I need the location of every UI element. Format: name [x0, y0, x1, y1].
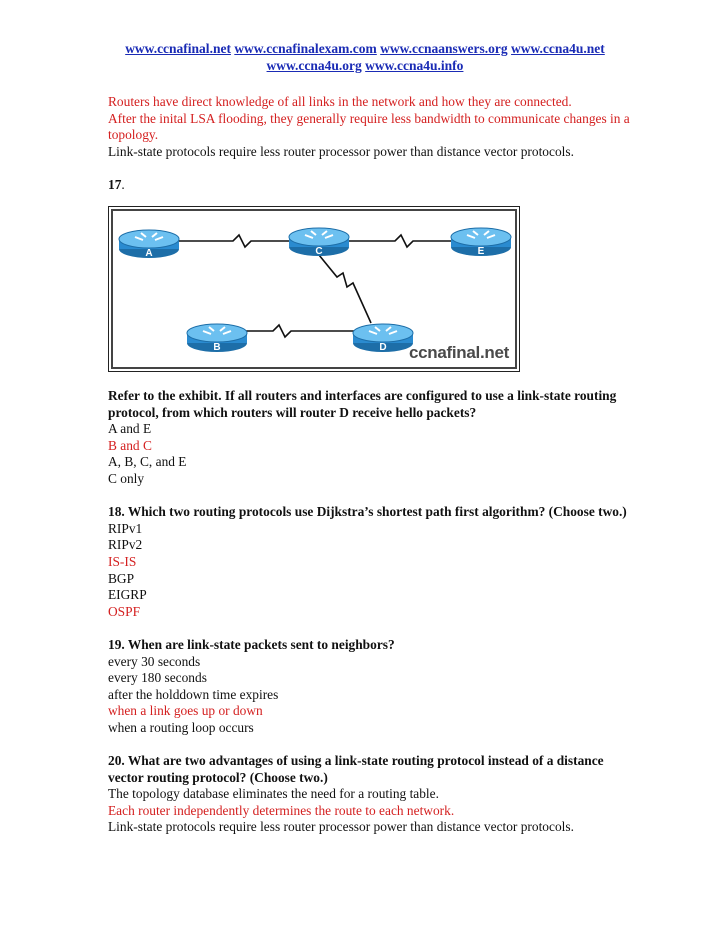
link-ccnafinalexam-com[interactable]: www.ccnafinalexam.com: [234, 41, 377, 56]
site-links-header: [90, 40, 640, 74]
exhibit-frame: [111, 209, 517, 369]
router-label-b: B: [213, 342, 221, 353]
q18-option-6-correct: OSPF: [108, 603, 141, 619]
q17-option-3: A, B, C, and E: [108, 454, 187, 470]
q17-option-1: A and E: [108, 421, 152, 437]
link-ccna4u-info[interactable]: www.ccna4u.info: [365, 58, 464, 73]
q20-option-2-correct: Each router independently determines the route to each network.: [108, 802, 455, 818]
router-label-c: C: [315, 246, 323, 257]
question-number: 19: [108, 636, 122, 652]
q18-option-1: RIPv1: [108, 520, 143, 536]
router-label-a: A: [145, 248, 153, 259]
q17-option-2-correct: B and C: [108, 437, 152, 453]
router-d-icon: [353, 324, 413, 353]
answer-line-direct-knowledge: Routers have direct knowledge of all links in the network and how they are connected.: [108, 94, 572, 109]
link-c-d: [319, 255, 371, 323]
question-18-text: [108, 504, 638, 521]
q19-option-2: every 180 seconds: [108, 670, 207, 686]
question-number: 17: [108, 176, 122, 192]
question-19-text: [108, 637, 638, 654]
router-label-d: D: [379, 342, 387, 353]
q19-option-1: every 30 seconds: [108, 653, 201, 669]
answer-line-less-bandwidth: After the inital LSA flooding, they generally require less bandwidth to communicate changes in a topology.: [108, 110, 630, 143]
question-number: 20: [108, 753, 122, 769]
option-line-less-processor: Link-state protocols require less router processor power than distance vector protocols.: [108, 143, 574, 159]
question-number-suffix: .: [121, 176, 125, 192]
q18-option-5: EIGRP: [108, 587, 147, 603]
q19-option-5: when a routing loop occurs: [108, 719, 254, 735]
question-number: 18: [108, 504, 122, 520]
q19-option-3: after the holddown time expires: [108, 686, 279, 702]
previous-question-answers: [108, 94, 638, 194]
router-c-icon: [289, 228, 349, 257]
q18-option-3-correct: IS-IS: [108, 553, 137, 569]
question-17-text: Refer to the exhibit. If all routers and interfaces are configured to use a link-state routing protocol, from which routers will router D receive hello packets?: [108, 388, 617, 420]
link-ccnafinal-net[interactable]: www.ccnafinal.net: [125, 41, 231, 56]
q20-option-3: Link-state protocols require less router processor power than distance vector protocols.: [108, 819, 574, 835]
question-17-number: [108, 177, 638, 194]
link-ccnaanswers-org[interactable]: www.ccnaanswers.org: [380, 41, 508, 56]
q20-option-1: The topology database eliminates the need for a routing table.: [108, 786, 439, 802]
router-e-icon: [451, 228, 511, 257]
topology-exhibit: [108, 206, 520, 372]
question-20-text: [108, 753, 638, 786]
question-17-block: [108, 388, 638, 836]
router-label-e: E: [477, 246, 485, 257]
question-body: . What are two advantages of using a link-state routing protocol instead of a distance vector routing protocol? (Choose two.): [108, 753, 604, 785]
link-ccna4u-net[interactable]: www.ccna4u.net: [511, 41, 605, 56]
q18-option-2: RIPv2: [108, 537, 143, 553]
q17-option-4: C only: [108, 470, 145, 486]
router-b-icon: [187, 324, 247, 353]
router-a-icon: [119, 230, 179, 259]
q18-option-4: BGP: [108, 570, 135, 586]
exhibit-watermark: ccnafinal.net: [408, 343, 509, 362]
link-ccna4u-org[interactable]: www.ccna4u.org: [266, 58, 362, 73]
question-body: . When are link-state packets sent to neighbors?: [121, 636, 395, 652]
q19-option-4-correct: when a link goes up or down: [108, 703, 263, 719]
question-body: . Which two routing protocols use Dijkstra’s shortest path first algorithm? (Choose two.): [121, 504, 627, 520]
